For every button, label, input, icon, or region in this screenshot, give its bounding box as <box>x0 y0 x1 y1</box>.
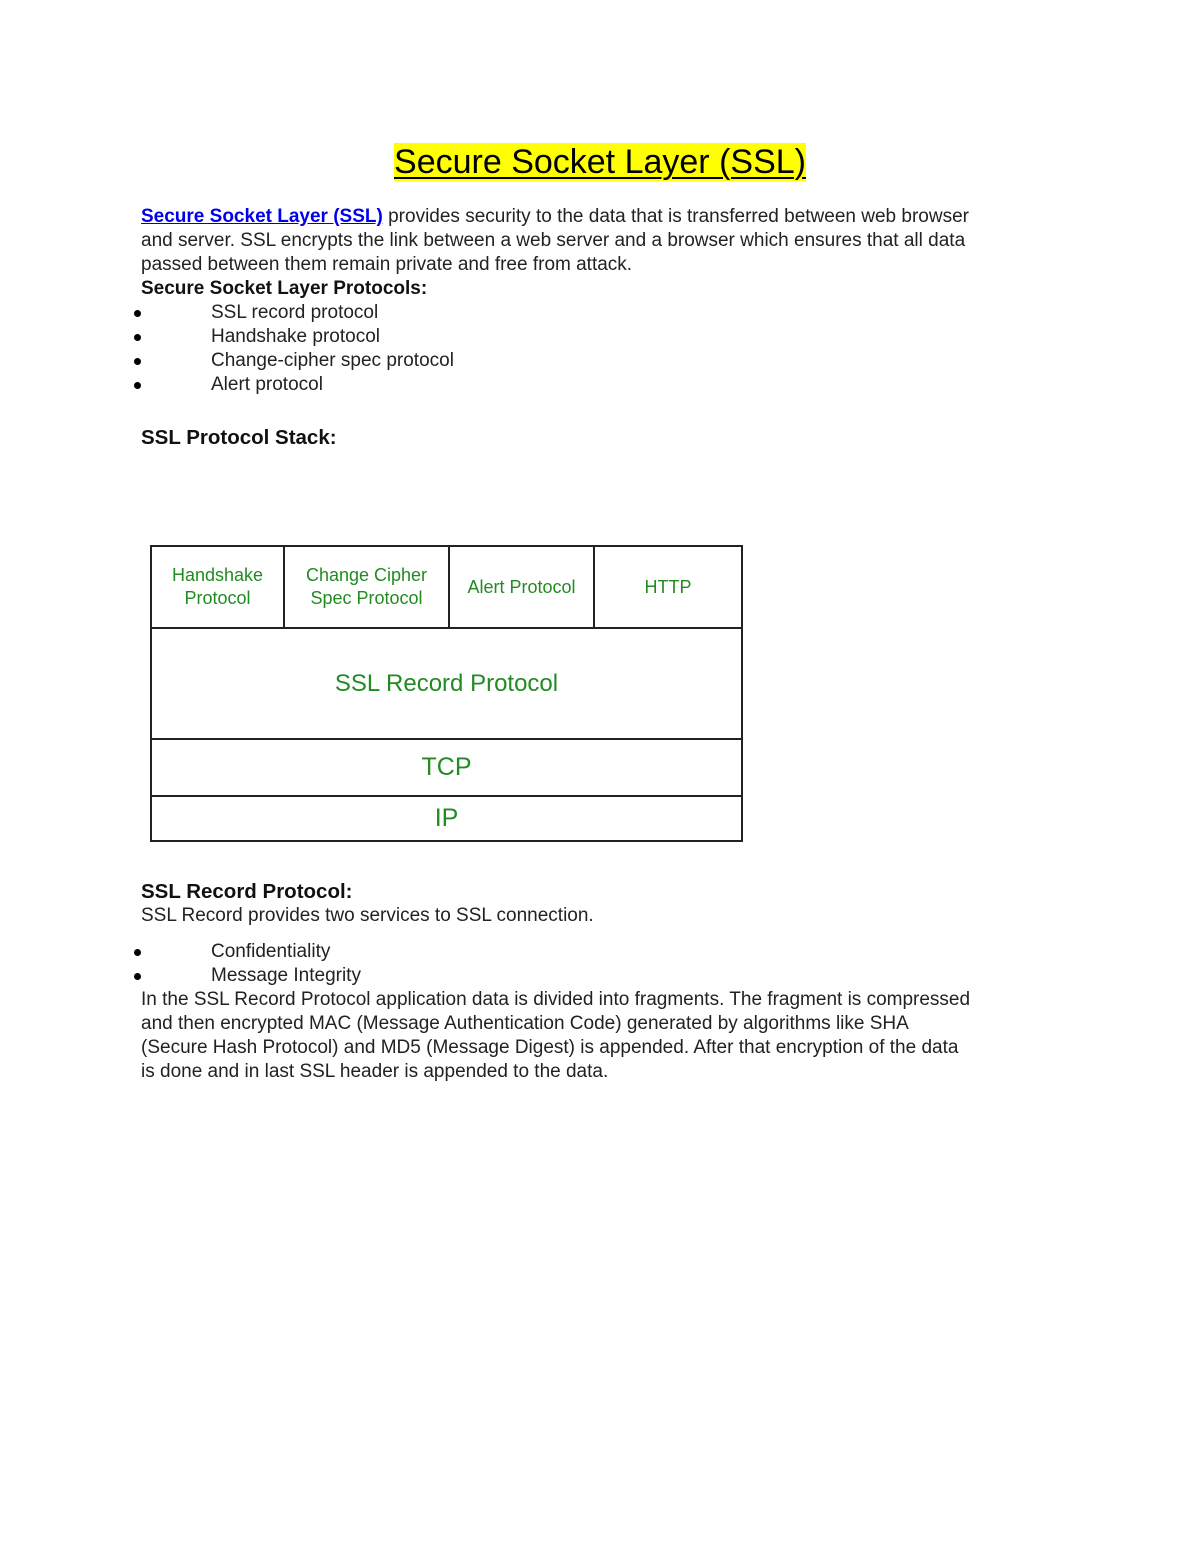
handshake-protocol-cell: Handshake Protocol <box>152 547 283 629</box>
record-section: SSL Record Protocol: SSL Record provides two services to SSL connection. <box>141 880 1071 928</box>
bullet-icon <box>134 310 141 317</box>
alert-protocol-cell: Alert Protocol <box>450 547 593 629</box>
ssl-link[interactable]: Secure Socket Layer (SSL) <box>141 206 383 227</box>
stack-heading: SSL Protocol Stack: <box>141 426 337 449</box>
record-heading: SSL Record Protocol: <box>141 880 353 903</box>
list-item: SSL record protocol <box>134 301 1034 325</box>
list-item: Change-cipher spec protocol <box>134 349 1034 373</box>
protocols-heading: Secure Socket Layer Protocols: <box>141 278 428 299</box>
tcp-layer: TCP <box>152 740 741 797</box>
bullet-icon <box>134 382 141 389</box>
list-item: Alert protocol <box>134 373 1034 397</box>
page-title: Secure Socket Layer (SSL) <box>394 143 806 181</box>
intro-paragraph: Secure Socket Layer (SSL) provides security to the data that is transferred between web browser and server. SSL encrypts the link between a web server and a browser which ensures that all data passed between them remain private and free from attack. Secure Socket Layer Protocols: <box>141 205 1071 301</box>
http-cell: HTTP <box>595 547 741 629</box>
ssl-record-protocol-layer: SSL Record Protocol <box>152 629 741 740</box>
record-paragraph: In the SSL Record Protocol application data is divided into fragments. The fragment is compressed and then encrypted MAC (Message Authentication Code) generated by algorithms like SHA (Secure Hash Protocol) and MD5 (Message Digest) is appended. After that encryption of the data is done and in last SSL header is appended to the data. <box>141 989 971 1082</box>
bullet-icon <box>134 358 141 365</box>
change-cipher-spec-cell: Change Cipher Spec Protocol <box>285 547 448 629</box>
ssl-protocol-stack-diagram <box>150 545 743 842</box>
bullet-icon <box>134 949 141 956</box>
record-services-list <box>134 940 1034 988</box>
bullet-icon <box>134 973 141 980</box>
list-item: Handshake protocol <box>134 325 1034 349</box>
ip-layer: IP <box>434 804 459 832</box>
protocols-list <box>134 301 1034 397</box>
list-item: Message Integrity <box>134 964 1034 988</box>
bullet-icon <box>134 334 141 341</box>
list-item: Confidentiality <box>134 940 1034 964</box>
